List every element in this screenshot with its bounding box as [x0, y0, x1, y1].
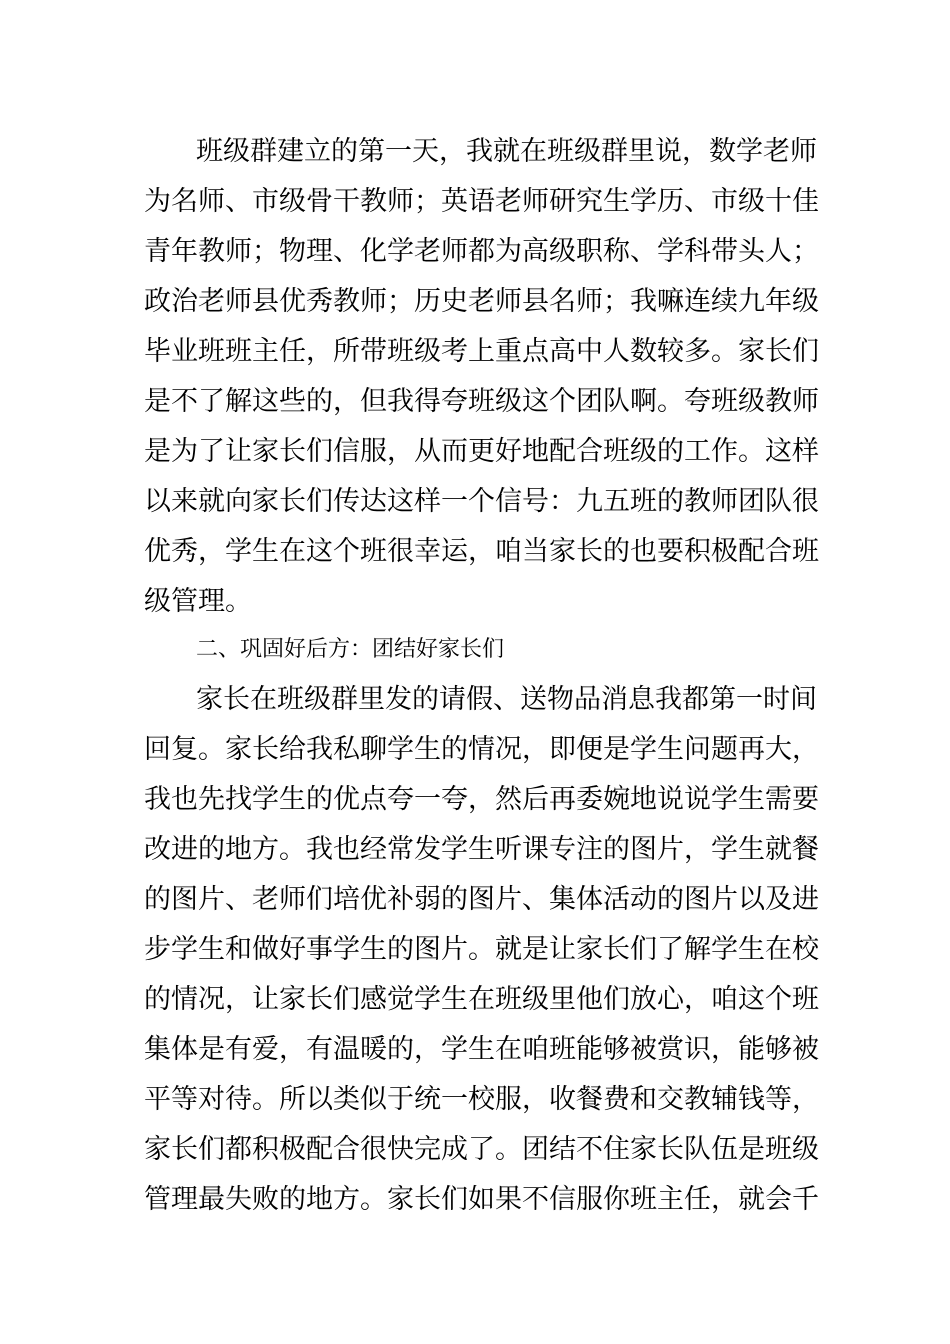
paragraph-2-line-7: 的情况，让家长们感觉学生在班级里他们放心，咱这个班 [144, 984, 819, 1015]
paragraph-1-line-3: 青年教师；物理、化学老师都为高级职称、学科带头人； [144, 236, 819, 267]
paragraph-2-line-9: 平等对待。所以类似于统一校服，收餐费和交教辅钱等， [144, 1084, 819, 1115]
section-heading: 二、巩固好后方：团结好家长们 [196, 637, 505, 662]
paragraph-1-line-6: 是不了解这些的，但我得夸班级这个团队啊。夸班级教师 [144, 386, 819, 417]
paragraph-1-line-1: 班级群建立的第一天，我就在班级群里说，数学老师 [196, 136, 817, 167]
paragraph-2-line-2: 回复。家长给我私聊学生的情况，即便是学生问题再大， [144, 734, 819, 765]
paragraph-2-line-5: 的图片、老师们培优补弱的图片、集体活动的图片以及进 [144, 884, 819, 915]
paragraph-1-line-4: 政治老师县优秀教师；历史老师县名师；我嘛连续九年级 [144, 286, 819, 317]
paragraph-2-line-8: 集体是有爱，有温暖的，学生在咱班能够被赏识，能够被 [144, 1034, 819, 1065]
paragraph-1-line-2: 为名师、市级骨干教师；英语老师研究生学历、市级十佳 [144, 186, 819, 217]
paragraph-2-line-3: 我也先找学生的优点夸一夸，然后再委婉地说说学生需要 [144, 784, 819, 815]
paragraph-2-line-6: 步学生和做好事学生的图片。就是让家长们了解学生在校 [144, 934, 819, 965]
paragraph-2-line-11: 管理最失败的地方。家长们如果不信服你班主任，就会千 [144, 1184, 819, 1215]
paragraph-1-line-9: 优秀，学生在这个班很幸运，咱当家长的也要积极配合班 [144, 536, 819, 567]
paragraph-1-line-5: 毕业班班主任，所带班级考上重点高中人数较多。家长们 [144, 336, 819, 367]
paragraph-2-line-4: 改进的地方。我也经常发学生听课专注的图片，学生就餐 [144, 834, 819, 865]
paragraph-1-line-7: 是为了让家长们信服，从而更好地配合班级的工作。这样 [144, 436, 819, 467]
paragraph-2-line-10: 家长们都积极配合很快完成了。团结不住家长队伍是班级 [144, 1134, 819, 1165]
paragraph-2-line-1: 家长在班级群里发的请假、送物品消息我都第一时间 [196, 684, 817, 715]
paragraph-1-line-10: 级管理。 [144, 586, 252, 617]
paragraph-1-line-8: 以来就向家长们传达这样一个信号：九五班的教师团队很 [144, 486, 819, 517]
